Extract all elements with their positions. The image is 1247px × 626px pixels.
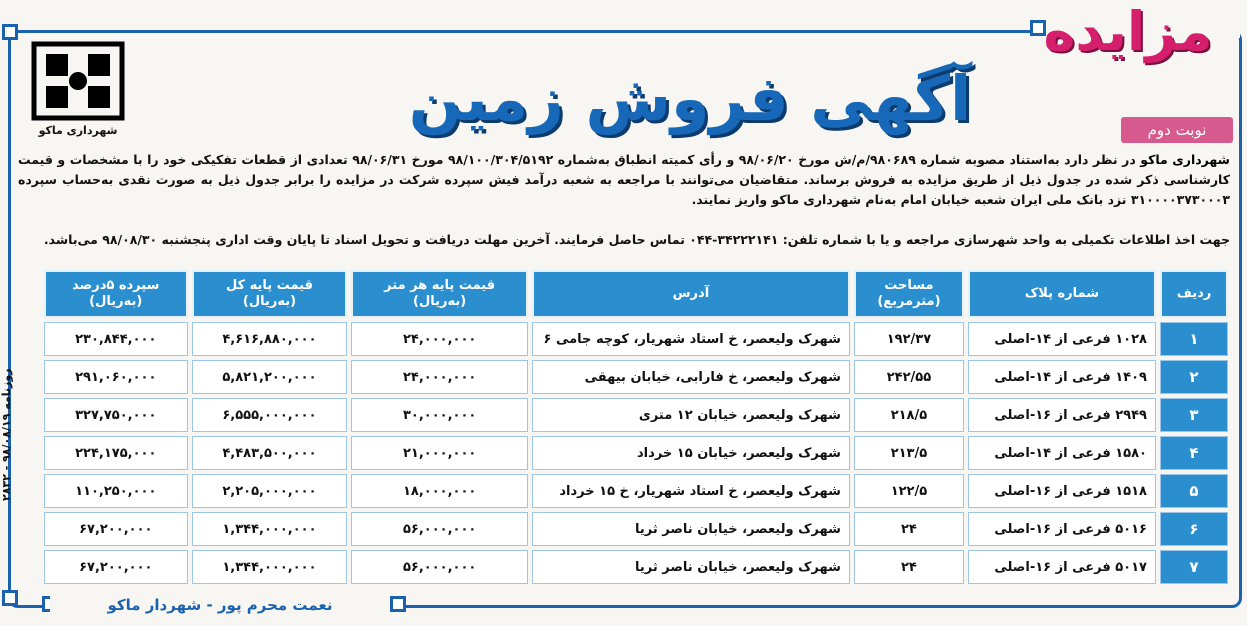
cell-price-per-meter: ۲۱,۰۰۰,۰۰۰ — [351, 436, 527, 470]
table-row — [44, 360, 1228, 394]
cell-area: ۲۴۲/۵۵ — [854, 360, 964, 394]
cell-plate: ۱۵۸۰ فرعی از ۱۴-اصلی — [968, 436, 1156, 470]
cell-row-number: ۱ — [1160, 322, 1228, 356]
frame-corner-decor — [390, 596, 406, 612]
cell-area: ۲۴ — [854, 550, 964, 584]
cell-deposit: ۳۲۷,۷۵۰,۰۰۰ — [44, 398, 188, 432]
header-deposit: سپرده ۵درصد (به‌ریال) — [44, 270, 188, 318]
cell-address: شهرک ولیعصر، خ فارابی، خیابان بیهقی — [532, 360, 850, 394]
round-tag: نوبت دوم — [1121, 117, 1233, 143]
cell-total-price: ۴,۶۱۶,۸۸۰,۰۰۰ — [192, 322, 348, 356]
cell-area: ۲۱۸/۵ — [854, 398, 964, 432]
header-address: آدرس — [532, 270, 850, 318]
cell-deposit: ۲۲۴,۱۷۵,۰۰۰ — [44, 436, 188, 470]
cell-deposit: ۲۳۰,۸۴۴,۰۰۰ — [44, 322, 188, 356]
cell-area: ۲۱۳/۵ — [854, 436, 964, 470]
table-row — [44, 436, 1228, 470]
announcement-body — [18, 150, 1230, 210]
body-lead: شهرداری ماکو — [1140, 152, 1230, 167]
cell-plate: ۱۵۱۸ فرعی از ۱۶-اصلی — [968, 474, 1156, 508]
cell-row-number: ۲ — [1160, 360, 1228, 394]
cell-row-number: ۳ — [1160, 398, 1228, 432]
table-header-row — [44, 270, 1228, 318]
cell-price-per-meter: ۵۶,۰۰۰,۰۰۰ — [351, 512, 527, 546]
cell-total-price: ۱,۳۴۴,۰۰۰,۰۰۰ — [192, 512, 348, 546]
cell-total-price: ۴,۴۸۳,۵۰۰,۰۰۰ — [192, 436, 348, 470]
body-text: در نظر دارد به‌استناد مصوبه شماره ۹۸۰۶۸۹/م/ش مورخ ۹۸/۰۶/۲۰ و رأی کمیته انطباق به‌شماره ۹۸/۱۰۰/۳۰۴/۵۱۹۲ مورخ ۹۸/۰۶/۳۱ تعدادی از قطعات تفکیکی خود را با مشخصات و قیمت کارشناسی ذکر شده در جدول ذیل از طریق مزایده به فروش برساند. متقاضیان می‌توانند با مراجعه به شعبه درآمد فیش سپرده شرکت در مزایده را برابر جدول ذیل به صورت نقدی به‌حساب سپرده ۳۱۰۰۰۰۳۷۳۰۰۰۳ نزد بانک ملی ایران شعبه خیابان امام به‌نام شهرداری ماکو واریز نمایند. — [18, 152, 1230, 207]
cell-row-number: ۶ — [1160, 512, 1228, 546]
cell-area: ۱۹۲/۳۷ — [854, 322, 964, 356]
cell-address: شهرک ولیعصر، خ استاد شهریار، کوچه جامی ۶ — [532, 322, 850, 356]
header-area: مساحت (مترمربع) — [854, 270, 964, 318]
cell-row-number: ۵ — [1160, 474, 1228, 508]
header-plate: شماره پلاک — [968, 270, 1156, 318]
cell-address: شهرک ولیعصر، خ استاد شهریار، خ ۱۵ خرداد — [532, 474, 850, 508]
cell-total-price: ۶,۵۵۵,۰۰۰,۰۰۰ — [192, 398, 348, 432]
cell-total-price: ۲,۲۰۵,۰۰۰,۰۰۰ — [192, 474, 348, 508]
header-total-price: قیمت پایه کل (به‌ریال) — [192, 270, 348, 318]
plots-table — [40, 266, 1232, 588]
cell-row-number: ۴ — [1160, 436, 1228, 470]
cell-price-per-meter: ۱۸,۰۰۰,۰۰۰ — [351, 474, 527, 508]
cell-area: ۲۴ — [854, 512, 964, 546]
header-price-per-meter: قیمت پایه هر متر (به‌ریال) — [351, 270, 527, 318]
cell-deposit: ۶۷,۲۰۰,۰۰۰ — [44, 512, 188, 546]
cell-address: شهرک ولیعصر، خیابان ۱۲ متری — [532, 398, 850, 432]
municipality-logo — [28, 40, 128, 122]
cell-price-per-meter: ۲۴,۰۰۰,۰۰۰ — [351, 322, 527, 356]
cell-price-per-meter: ۲۴,۰۰۰,۰۰۰ — [351, 360, 527, 394]
logo-caption: شهرداری ماکو — [38, 124, 118, 137]
cell-address: شهرک ولیعصر، خیابان ناصر ثریا — [532, 512, 850, 546]
frame-corner-decor — [2, 24, 18, 40]
cell-address: شهرک ولیعصر، خیابان ۱۵ خرداد — [532, 436, 850, 470]
page-title: آگهی فروش زمین — [408, 62, 972, 135]
cell-plate: ۲۹۴۹ فرعی از ۱۶-اصلی — [968, 398, 1156, 432]
cell-plate: ۱۴۰۹ فرعی از ۱۴-اصلی — [968, 360, 1156, 394]
cell-deposit: ۲۹۱,۰۶۰,۰۰۰ — [44, 360, 188, 394]
cell-area: ۱۲۲/۵ — [854, 474, 964, 508]
table-row — [44, 550, 1228, 584]
cell-row-number: ۷ — [1160, 550, 1228, 584]
cell-deposit: ۱۱۰,۲۵۰,۰۰۰ — [44, 474, 188, 508]
newspaper-side-label: روزنامه ۹۸/۰۸/۱۹ - ۲۸۳۲ — [0, 368, 13, 502]
signature-footer: نعمت محرم پور - شهردار ماکو — [50, 592, 390, 618]
auction-badge: مزایده — [1043, 0, 1213, 63]
table-row — [44, 322, 1228, 356]
cell-plate: ۱۰۲۸ فرعی از ۱۴-اصلی — [968, 322, 1156, 356]
cell-plate: ۵۰۱۷ فرعی از ۱۶-اصلی — [968, 550, 1156, 584]
table-row — [44, 398, 1228, 432]
cell-total-price: ۵,۸۲۱,۲۰۰,۰۰۰ — [192, 360, 348, 394]
table-row — [44, 512, 1228, 546]
cell-price-per-meter: ۵۶,۰۰۰,۰۰۰ — [351, 550, 527, 584]
cell-price-per-meter: ۳۰,۰۰۰,۰۰۰ — [351, 398, 527, 432]
cell-plate: ۵۰۱۶ فرعی از ۱۶-اصلی — [968, 512, 1156, 546]
table-row — [44, 474, 1228, 508]
contact-info: جهت اخذ اطلاعات تکمیلی به واحد شهرسازی مراجعه و یا با شماره تلفن: ۳۴۲۲۲۱۴۱-۰۴۴ تماس حاصل فرمایند. آخرین مهلت دریافت و تحویل اسناد تا پایان وقت اداری پنجشنبه ۹۸/۰۸/۳۰ می‌باشد. — [43, 232, 1230, 247]
cell-deposit: ۶۷,۲۰۰,۰۰۰ — [44, 550, 188, 584]
cell-address: شهرک ولیعصر، خیابان ناصر ثریا — [532, 550, 850, 584]
cell-total-price: ۱,۳۴۴,۰۰۰,۰۰۰ — [192, 550, 348, 584]
header-row-number: ردیف — [1160, 270, 1228, 318]
